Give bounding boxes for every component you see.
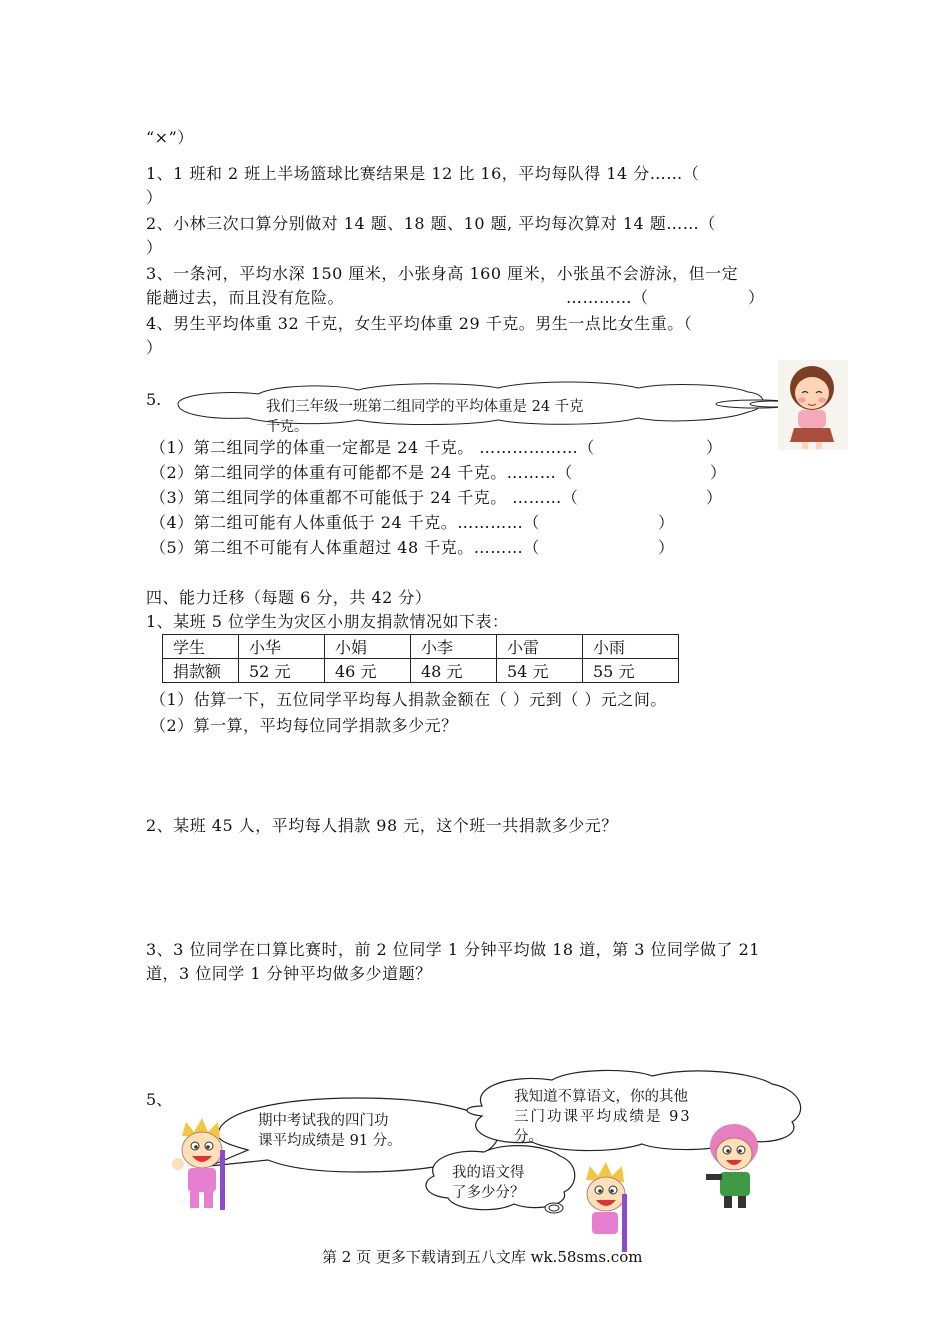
table-cell: 小李 [411, 635, 497, 659]
cloud-text-line1: 我们三年级一班第二组同学的平均体重是 24 千克 [266, 399, 584, 415]
boy-character-left [170, 1116, 236, 1214]
girl-character-right [700, 1118, 770, 1210]
bubble-right-line2: 三门功课平均成绩是 93 [514, 1109, 692, 1125]
bubble-left-line2: 课平均成绩是 91 分。 [258, 1133, 402, 1149]
section4-q2: 2、某班 45 人，平均每人捐款 98 元，这个班一共捐款多少元？ [146, 816, 618, 835]
table-cell: 48 元 [411, 659, 497, 683]
table-cell: 52 元 [239, 659, 325, 683]
table-cell: 捐款额 [163, 659, 239, 683]
table-header-row [163, 635, 679, 659]
q1-sub2: （2）算一算，平均每位同学捐款多少元？ [150, 716, 458, 735]
q5-item-1: （1）第二组同学的体重一定都是 24 千克。 ………………（ [150, 438, 595, 457]
table-cell: 小雨 [583, 635, 679, 659]
girl-illustration [778, 360, 848, 450]
q5-item-5: （5）第二组不可能有人体重超过 48 千克。………（ [150, 538, 540, 557]
table-cell: 55 元 [583, 659, 679, 683]
q1-line2: ） [146, 188, 163, 207]
q5-item-3: （3）第二组同学的体重都不可能低于 24 千克。 ………（ [150, 488, 579, 507]
q3-close: ） [748, 288, 765, 307]
donation-table [162, 634, 679, 683]
q2-line1: 2、小林三次口算分别做对 14 题、18 题、10 题, 平均每次算对 14 题……（ [146, 214, 716, 233]
q3-dots: …………（ [566, 288, 649, 307]
bubble-right-line3: 分。 [514, 1129, 543, 1145]
bubble-right-line1: 我知道不算语文，你的其他 [514, 1089, 688, 1105]
section4-q5-label: 5、 [146, 1090, 173, 1109]
q2-line2: ） [146, 238, 163, 257]
table-cell: 小雷 [497, 635, 583, 659]
q5-item-2: （2）第二组同学的体重有可能都不是 24 千克。………（ [150, 463, 573, 482]
table-row [163, 659, 679, 683]
q5-item-4: （4）第二组可能有人体重低于 24 千克。…………（ [150, 513, 540, 532]
section4-q3-line1: 3、3 位同学在口算比赛时，前 2 位同学 1 分钟平均做 18 道，第 3 位同学做了 21 [146, 940, 760, 959]
q5-item-5-close: ） [658, 538, 675, 557]
q1-line1: 1、1 班和 2 班上半场篮球比赛结果是 12 比 16，平均每队得 14 分……（ [146, 164, 700, 183]
boy-character-middle [576, 1162, 636, 1254]
bubble-mid-line1: 我的语文得 [452, 1165, 525, 1181]
table-cell: 小娟 [325, 635, 411, 659]
table-cell: 54 元 [497, 659, 583, 683]
q5-item-3-close: ） [706, 488, 723, 507]
q3-line1: 3、一条河，平均水深 150 厘米，小张身高 160 厘米，小张虽不会游泳，但一定 [146, 264, 739, 283]
q5-item-4-close: ） [658, 513, 675, 532]
q4-line2: ） [146, 338, 163, 357]
table-cell: 46 元 [325, 659, 411, 683]
q3-line2: 能趟过去，而且没有危险。 [146, 288, 345, 307]
q5-label: 5. [146, 390, 162, 409]
q5-item-2-close: ） [710, 463, 727, 482]
q4-line1: 4、男生平均体重 32 千克，女生平均体重 29 千克。男生一点比女生重。（ [146, 314, 693, 333]
q1-sub1: （1）估算一下，五位同学平均每人捐款金额在（ ）元到（ ）元之间。 [150, 690, 667, 709]
q5-item-1-close: ） [706, 438, 723, 457]
table-cell: 学生 [163, 635, 239, 659]
section4-title: 四、能力迁移（每题 6 分，共 42 分） [146, 588, 432, 607]
page-footer: 第 2 页 更多下载请到五八文库 wk.58sms.com [322, 1248, 643, 1266]
section4-q3-line2: 道，3 位同学 1 分钟平均做多少道题？ [146, 964, 432, 983]
bubble-mid-line2: 了多少分？ [452, 1185, 525, 1201]
section4-q1-intro: 1、某班 5 位学生为灾区小朋友捐款情况如下表： [146, 612, 509, 631]
bubble-left-line1: 期中考试我的四门功 [258, 1113, 389, 1129]
instruction-tail: “×”） [146, 128, 194, 147]
cloud-text-line2: 千克。 [266, 419, 308, 435]
table-cell: 小华 [239, 635, 325, 659]
